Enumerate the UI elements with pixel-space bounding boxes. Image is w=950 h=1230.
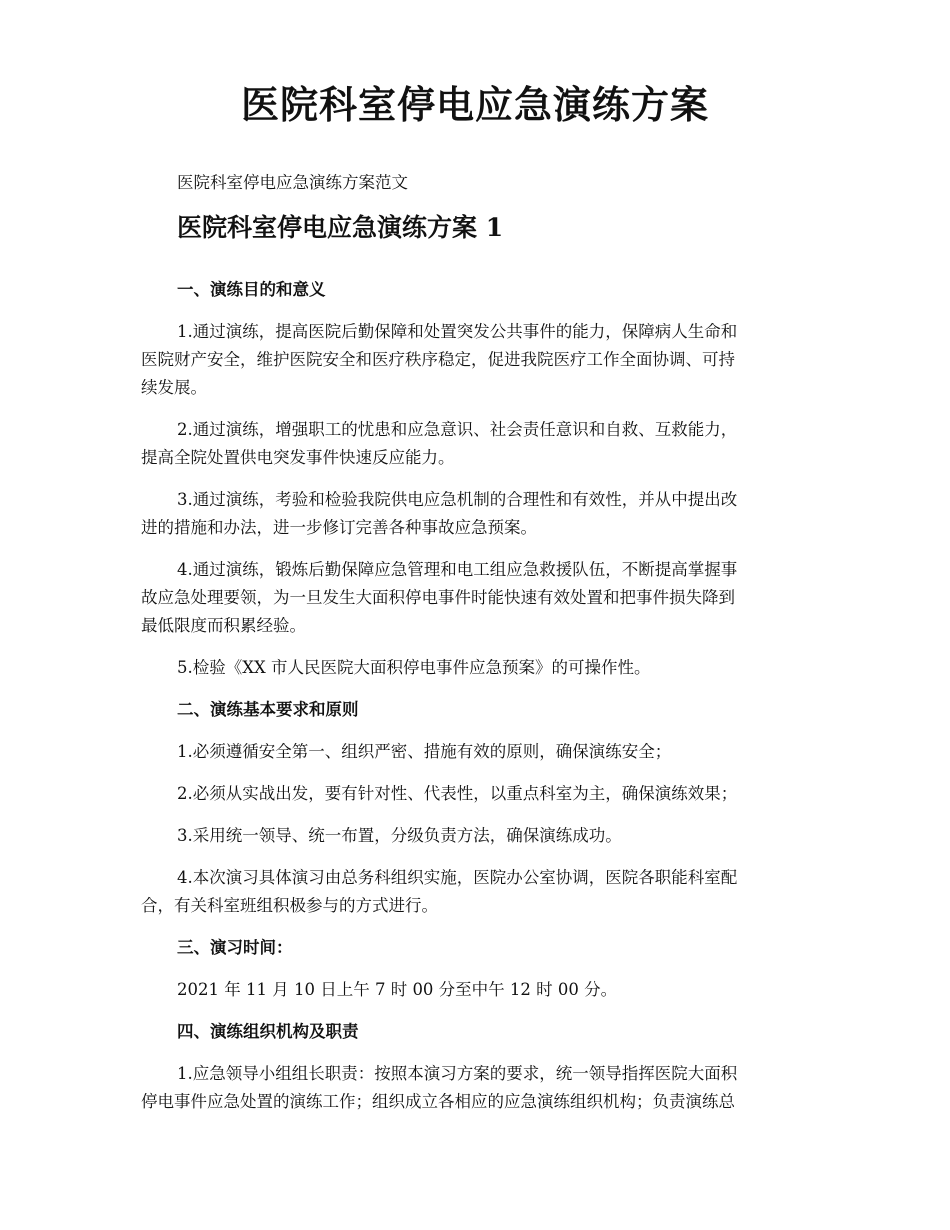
paragraph-line: 3.采用统一领导、统一布置，分级负责方法，确保演练成功。 xyxy=(177,826,622,845)
paragraph-line: 2.必须从实战出发，要有针对性、代表性，以重点科室为主，确保演练效果； xyxy=(177,784,738,803)
paragraph-line: 4.本次演习具体演习由总务科组织实施，医院办公室协调，医院各职能科室配 xyxy=(177,868,738,887)
paragraph-line: 1.通过演练，提高医院后勤保障和处置突发公共事件的能力，保障病人生命和 xyxy=(177,322,738,341)
paragraph-line: 续发展。 xyxy=(141,378,207,397)
section-heading: 二、演练基本要求和原则 xyxy=(177,700,359,719)
section-heading: 一、演练目的和意义 xyxy=(177,280,326,299)
document-body xyxy=(141,276,813,1130)
paragraph-line: 5.检验《XX 市人民医院大面积停电事件应急预案》的可操作性。 xyxy=(177,658,651,677)
document-title: 医院科室停电应急演练方案 xyxy=(240,82,709,127)
paragraph-line: 故应急处理要领，为一旦发生大面积停电事件时能快速有效处置和把事件损失降到 xyxy=(141,588,735,607)
paragraph-line: 最低限度而积累经验。 xyxy=(141,616,306,635)
paragraph xyxy=(141,654,813,682)
section-heading: 四、演练组织机构及职责 xyxy=(177,1022,359,1041)
paragraph-line: 进的措施和办法，进一步修订完善各种事故应急预案。 xyxy=(141,518,537,537)
paragraph xyxy=(141,416,813,472)
paragraph xyxy=(141,780,813,808)
paragraph-line: 2021 年 11 月 10 日上午 7 时 00 分至中午 12 时 00 分。 xyxy=(177,980,618,999)
section-heading: 三、演习时间： xyxy=(177,938,293,957)
paragraph-line: 4.通过演练，锻炼后勤保障应急管理和电工组应急救援队伍，不断提高掌握事 xyxy=(177,560,738,579)
paragraph-line: 2.通过演练，增强职工的忧患和应急意识、社会责任意识和自救、互救能力， xyxy=(177,420,738,439)
paragraph-line: 1.应急领导小组组长职责：按照本演习方案的要求，统一领导指挥医院大面积 xyxy=(177,1064,738,1083)
paragraph xyxy=(141,976,813,1004)
paragraph xyxy=(141,318,813,402)
paragraph-line: 医院财产安全，维护医院安全和医疗秩序稳定，促进我院医疗工作全面协调、可持 xyxy=(141,350,735,369)
paragraph xyxy=(141,1060,813,1116)
paragraph xyxy=(141,556,813,640)
paragraph xyxy=(141,486,813,542)
paragraph xyxy=(141,738,813,766)
paragraph-line: 3.通过演练，考验和检验我院供电应急机制的合理性和有效性，并从中提出改 xyxy=(177,490,738,509)
paragraph-line: 合，有关科室班组积极参与的方式进行。 xyxy=(141,896,438,915)
paragraph xyxy=(141,822,813,850)
section-title: 医院科室停电应急演练方案 1 xyxy=(177,213,504,242)
paragraph-line: 1.必须遵循安全第一、组织严密、措施有效的原则，确保演练安全； xyxy=(177,742,672,761)
paragraph xyxy=(141,864,813,920)
document-subtitle: 医院科室停电应急演练方案范文 xyxy=(177,173,408,192)
paragraph-line: 提高全院处置供电突发事件快速反应能力。 xyxy=(141,448,455,467)
paragraph-line: 停电事件应急处置的演练工作；组织成立各相应的应急演练组织机构；负责演练总 xyxy=(141,1092,735,1111)
